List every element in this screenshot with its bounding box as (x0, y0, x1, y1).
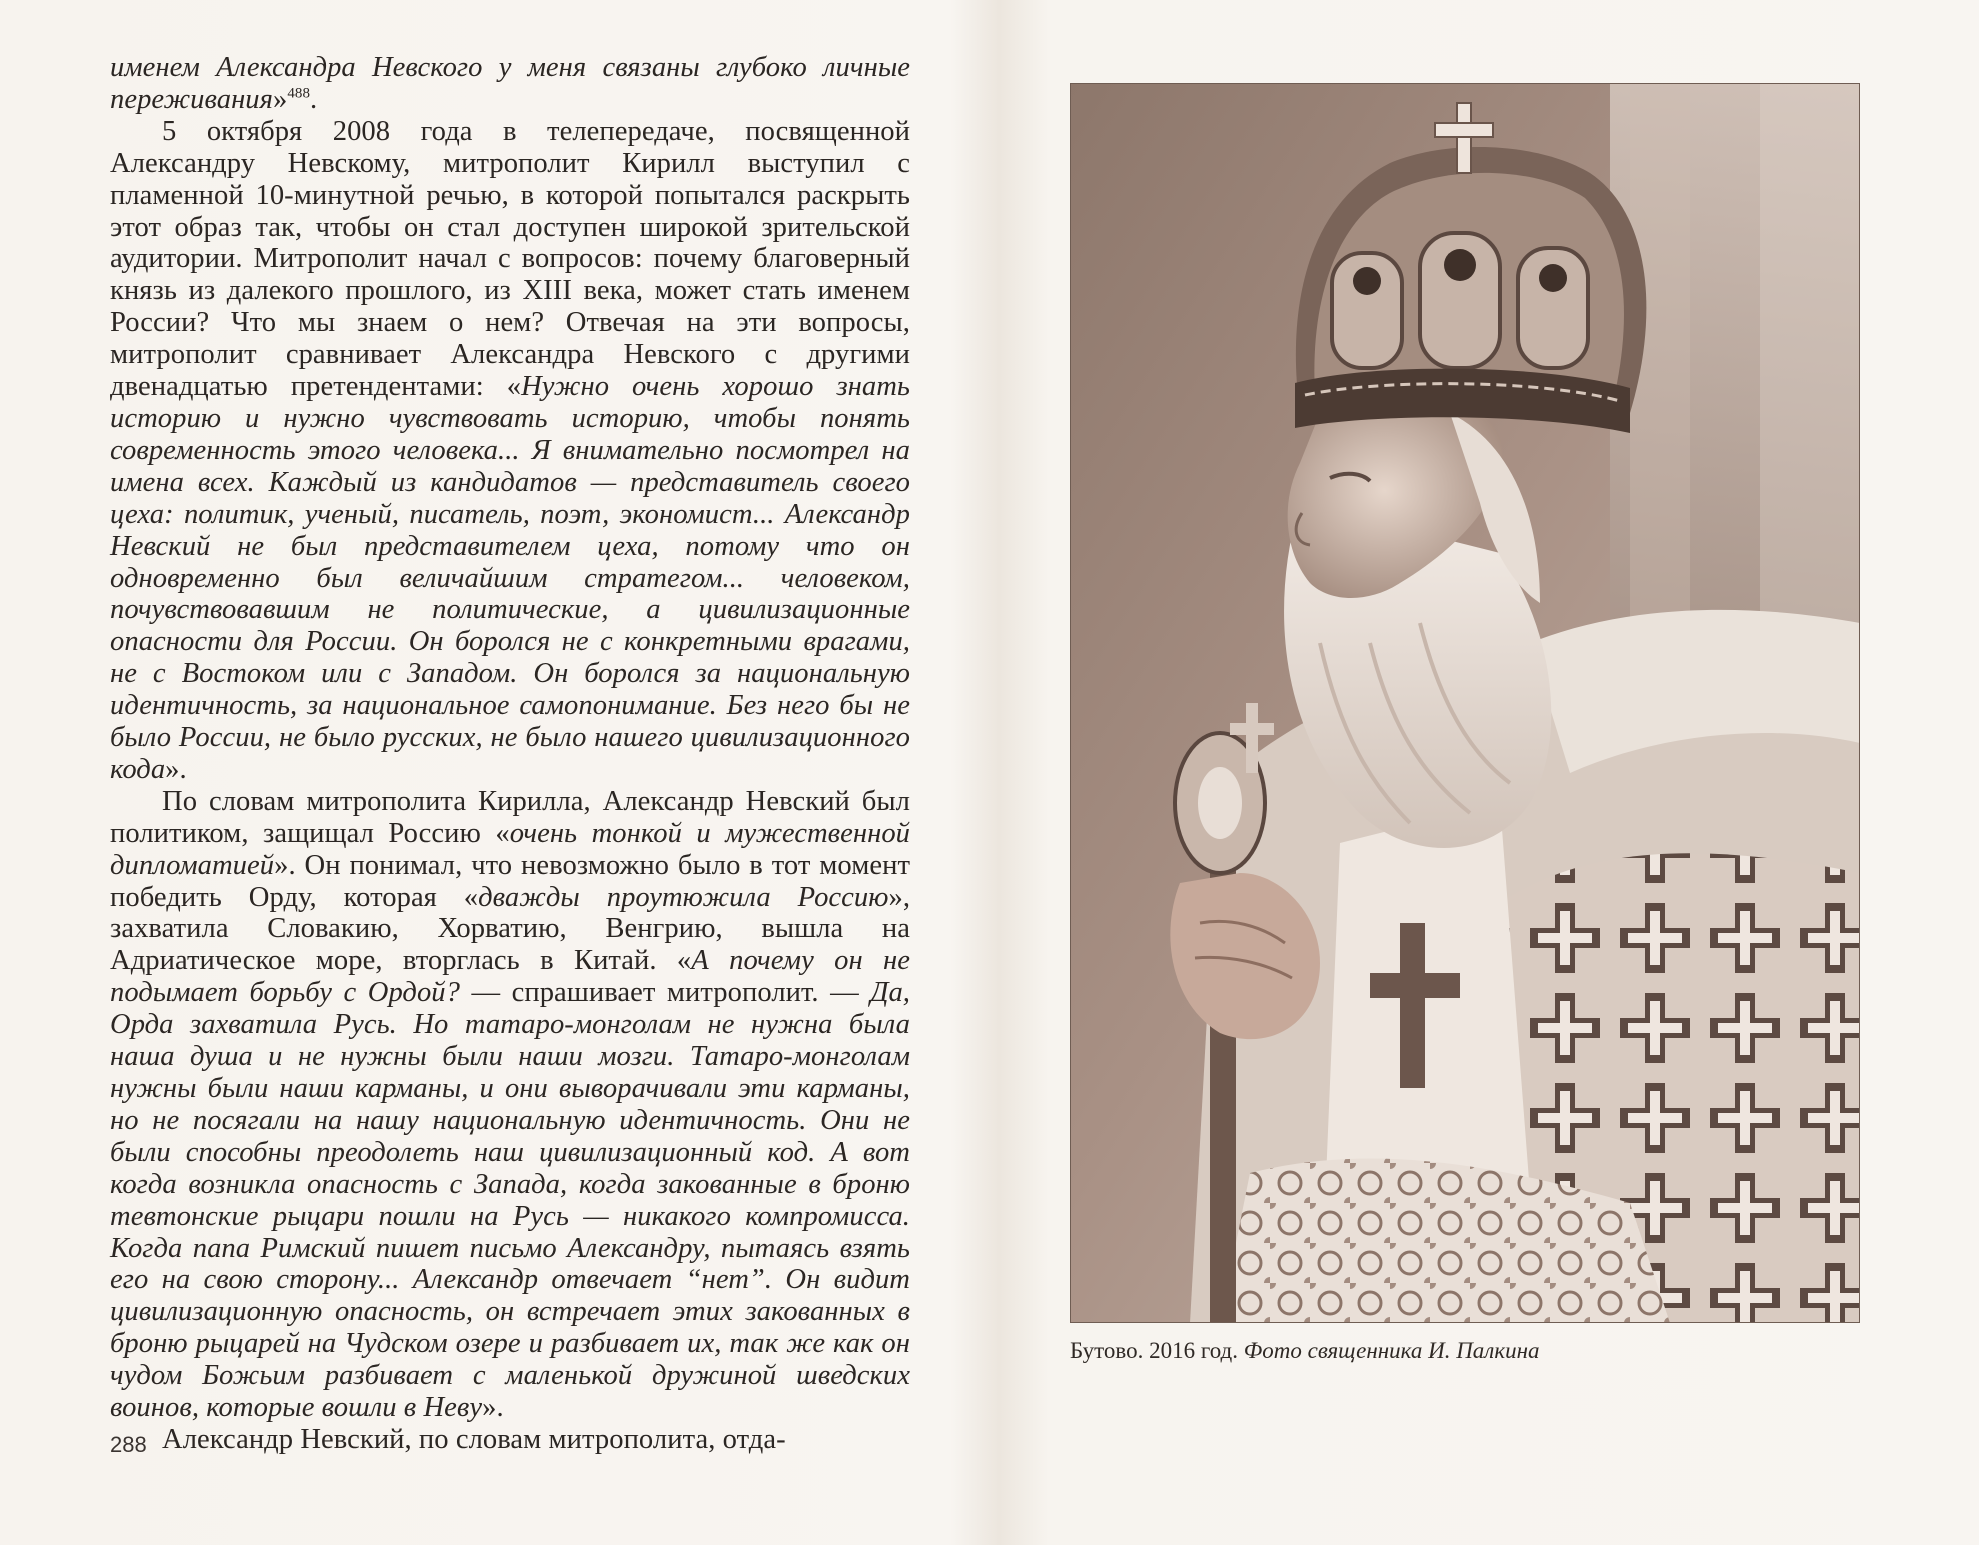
quote-segment: Да, Орда захватила Русь. Но татаро-монголам не нужна была наша душа и не нужны были наши мозги. Татаро-монголам нужны были наши карманы, и они выворачивали эти карманы, но не посягали на нашу национальную идентичность. Они не были способны преодолеть наш цивилизационный код. А вот когда возникла опасность с Запада, когда закованные в броню тевтонские рыцари пошли на Русь — никакого компромисса. Когда папа Римский пишет письмо Александру, пытаясь взять его на свою сторону... Александр отвечает “нет”. Он видит цивилизационную опасность, он встречает этих закованных в броню рыцарей на Чудском озере и разбивает их, так же как он чудом Божьим разбивает с маленькой дружиной шведских воинов, которые вошли в Неву (110, 977, 910, 1424)
text-segment: . (310, 83, 318, 115)
text-segment: ». Он понимал, что невозможно было в тот момент победить Орду, которая « (110, 849, 910, 913)
page-number: 288 (110, 1432, 147, 1457)
portrait-photo (1070, 83, 1860, 1323)
caption-photo-credit: Фото священника И. Палкина (1243, 1338, 1540, 1363)
quote-segment: именем Александра Невского у меня связаны глубоко личные переживания (110, 52, 910, 115)
quote-segment: очень тонкой и мужественной дипломатией (110, 817, 911, 881)
paragraph (110, 1424, 910, 1456)
footnote-ref[interactable]: 488 (287, 85, 311, 102)
quote-segment: дважды проутюжила Россию (478, 881, 889, 913)
left-page (110, 52, 910, 1456)
paragraph (110, 786, 910, 1424)
text-segment: ». (482, 1392, 504, 1424)
text-segment: Александр Невский, по словам митрополита, отда- (162, 1423, 786, 1455)
paragraph (110, 52, 910, 116)
quote-segment: Нужно очень хорошо знать историю и нужно чувствовать историю, чтобы понять современность этого человека... Я внимательно посмотрел на имена всех. Каждый из кандидатов — представитель своего цеха: политик, ученый, писатель, поэт, экономист... Александр Невский не был представителем цеха, потому что он одновременно был величайшим стратегом... человеком, почувствовавшим не политические, а цивилизационные опасности для России. Он боролся не с конкретными врагами, не с Востоком или с Западом. Он боролся за национальную идентичность, за национальное самопонимание. Без него бы не было России, не было русских, не было нашего цивилизационного кода (110, 371, 910, 785)
paragraph (110, 116, 910, 786)
caption-place-year: Бутово. 2016 год. (1070, 1338, 1238, 1363)
text-segment: По словам митрополита Кирилла, Александр Невский был политиком, защищал Россию « (110, 785, 910, 849)
text-segment: », захватила Словакию, Хорватию, Венгрию, вышла на Адриатическое море, вторглась в Китай. « (110, 881, 911, 977)
text-segment: — спрашивает митрополит. — (460, 977, 871, 1009)
body-text (110, 52, 910, 1456)
portrait-illustration (1070, 83, 1860, 1323)
text-segment: ». (165, 753, 187, 785)
text-segment: 5 октября 2008 года в телепередаче, посвященной Александру Невскому, митрополит Кирилл выступил с пламенной 10-минутной речью, в которой попытался раскрыть этот образ так, чтобы он стал доступен широкой зрительской аудитории. Митрополит начал с вопросов: почему благоверный князь из далекого прошлого, из XIII века, может стать именем России? Что мы знаем о нем? Отвечая на эти вопросы, митрополит сравнивает Александра Невского с другими двенадцатью претендентами: « (110, 115, 910, 403)
text-segment: » (273, 83, 288, 115)
photo-caption (1070, 1338, 1860, 1364)
quote-segment: А почему он не подымает борьбу с Ордой? (110, 945, 910, 1009)
